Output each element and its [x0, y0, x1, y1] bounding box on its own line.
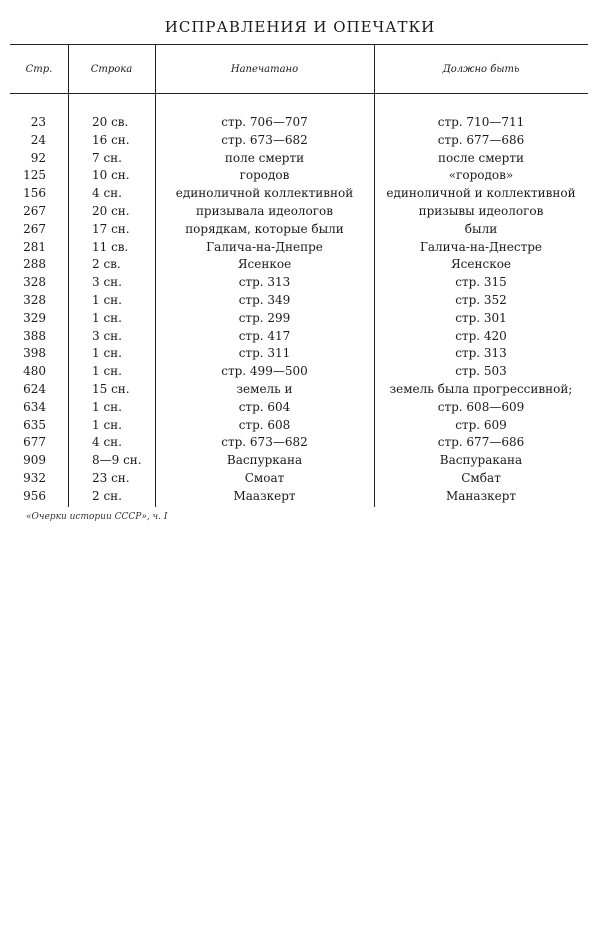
cell-line: 15 сн.: [92, 381, 130, 396]
cell-line: 3 сн.: [92, 275, 122, 290]
table-row: [0, 150, 600, 168]
cell-page: 267: [23, 203, 46, 218]
cell-correct: Ясенское: [450, 257, 512, 272]
table-row: [0, 185, 600, 203]
table-row: [0, 417, 600, 435]
cell-line: 3 сн.: [92, 328, 122, 343]
table-row: [0, 274, 600, 292]
table-row: [0, 167, 600, 185]
cell-page: 281: [23, 239, 46, 254]
table-row: [0, 292, 600, 310]
cell-line: 8—9 сн.: [92, 453, 142, 468]
cell-page: 23: [30, 115, 46, 129]
cell-correct: Маназкерт: [445, 488, 517, 503]
cell-printed: стр. 608: [238, 417, 291, 432]
cell-line: 20 сн.: [92, 203, 130, 218]
errata-table-body: [0, 114, 600, 506]
cell-correct: стр. 608—609: [437, 399, 525, 414]
cell-line: 17 сн.: [92, 221, 130, 236]
cell-printed: Галича-на-Днепре: [206, 239, 323, 254]
cell-printed: стр. 311: [238, 346, 291, 361]
cell-printed: поле смерти: [224, 150, 305, 165]
cell-correct: единоличной и коллективной: [386, 186, 576, 201]
cell-correct: Галича-на-Днестре: [419, 239, 543, 254]
cell-line: 1 сн.: [92, 346, 122, 361]
cell-printed: единоличной коллективной: [175, 186, 354, 201]
cell-correct: были: [464, 221, 498, 236]
table-row: [0, 114, 600, 132]
cell-page: 624: [23, 381, 46, 396]
cell-printed: порядкам, которые были: [185, 221, 344, 236]
cell-printed: стр. 349: [238, 292, 291, 307]
cell-page: 634: [23, 399, 46, 414]
table-row: [0, 470, 600, 488]
page-title: ИСПРАВЛЕНИЯ И ОПЕЧАТКИ: [164, 18, 436, 36]
table-row: [0, 328, 600, 346]
cell-line: 10 сн.: [92, 168, 130, 183]
cell-page: 92: [30, 150, 46, 165]
header-line: Строка: [90, 64, 133, 75]
cell-correct: стр. 677—686: [437, 132, 525, 147]
header-printed: Напечатано: [230, 64, 299, 75]
cell-correct: после смерти: [438, 150, 524, 165]
cell-line: 1 сн.: [92, 399, 122, 414]
cell-printed: стр. 313: [238, 275, 291, 290]
cell-printed: стр. 706—707: [221, 115, 308, 129]
cell-page: 480: [23, 364, 46, 379]
cell-printed: Маазкерт: [233, 488, 296, 503]
table-row: [0, 452, 600, 470]
cell-printed: стр. 673—682: [221, 132, 308, 147]
cell-correct: стр. 609: [455, 417, 507, 432]
cell-line: 2 св.: [92, 257, 121, 272]
cell-line: 11 св.: [92, 239, 129, 254]
cell-correct: стр. 315: [455, 275, 507, 290]
table-row: [0, 488, 600, 506]
cell-line: 16 сн.: [92, 132, 130, 147]
header-page: Стр.: [25, 64, 53, 75]
table-row: [0, 434, 600, 452]
cell-correct: призывы идеологов: [418, 203, 544, 218]
cell-page: 328: [23, 275, 46, 290]
cell-line: 2 сн.: [92, 488, 122, 503]
table-row: [0, 221, 600, 239]
cell-page: 125: [23, 168, 46, 183]
cell-printed: стр. 299: [238, 310, 291, 325]
cell-line: 1 сн.: [92, 417, 122, 432]
table-row: [0, 381, 600, 399]
cell-page: 329: [23, 310, 46, 325]
table-row: [0, 256, 600, 274]
cell-printed: Смоат: [244, 470, 285, 485]
cell-correct: стр. 503: [455, 364, 507, 379]
cell-printed: городов: [239, 168, 290, 183]
cell-page: 328: [23, 292, 46, 307]
cell-printed: стр. 499—500: [221, 364, 308, 379]
cell-correct: стр. 710—711: [437, 115, 525, 129]
table-row: [0, 363, 600, 381]
cell-printed: стр. 604: [238, 399, 291, 414]
header-correct: Должно быть: [442, 64, 520, 75]
cell-correct: стр. 420: [455, 328, 507, 343]
cell-page: 932: [23, 470, 46, 485]
cell-printed: земель и: [236, 381, 293, 396]
cell-page: 156: [23, 186, 46, 201]
footnote: «Очерки истории СССР», ч. I: [26, 512, 168, 522]
cell-correct: стр. 301: [455, 310, 507, 325]
cell-correct: стр. 352: [455, 292, 507, 307]
cell-page: 635: [23, 417, 46, 432]
cell-printed: Васпуркана: [226, 453, 303, 468]
cell-page: 956: [23, 488, 46, 503]
cell-page: 267: [23, 221, 46, 236]
table-row: [0, 203, 600, 221]
cell-line: 1 сн.: [92, 364, 122, 379]
cell-line: 1 сн.: [92, 292, 122, 307]
cell-line: 7 сн.: [92, 150, 122, 165]
table-top-rule: [10, 44, 588, 45]
cell-correct: Смбат: [461, 470, 501, 485]
cell-page: 398: [23, 346, 46, 361]
cell-line: 1 сн.: [92, 310, 122, 325]
cell-line: 23 сн.: [92, 470, 130, 485]
table-row: [0, 239, 600, 257]
cell-printed: призывала идеологов: [195, 203, 334, 218]
cell-line: 20 св.: [92, 115, 129, 129]
cell-page: 288: [23, 257, 46, 272]
table-row: [0, 399, 600, 417]
table-row: [0, 345, 600, 363]
cell-printed: Ясенкое: [237, 257, 292, 272]
cell-line: 4 сн.: [92, 186, 122, 201]
cell-page: 909: [23, 453, 46, 468]
cell-correct: земель была прогрессивной;: [389, 381, 573, 396]
cell-correct: «городов»: [448, 168, 514, 183]
table-row: [0, 310, 600, 328]
cell-printed: стр. 417: [238, 328, 291, 343]
cell-page: 388: [23, 328, 46, 343]
header-bottom-rule: [10, 93, 588, 94]
cell-page: 24: [30, 132, 46, 147]
cell-page: 677: [23, 435, 46, 450]
table-row: [0, 132, 600, 150]
cell-correct: Васпуракана: [439, 453, 523, 468]
cell-printed: стр. 673—682: [221, 435, 308, 450]
cell-line: 4 сн.: [92, 435, 122, 450]
cell-correct: стр. 677—686: [437, 435, 525, 450]
cell-correct: стр. 313: [455, 346, 507, 361]
